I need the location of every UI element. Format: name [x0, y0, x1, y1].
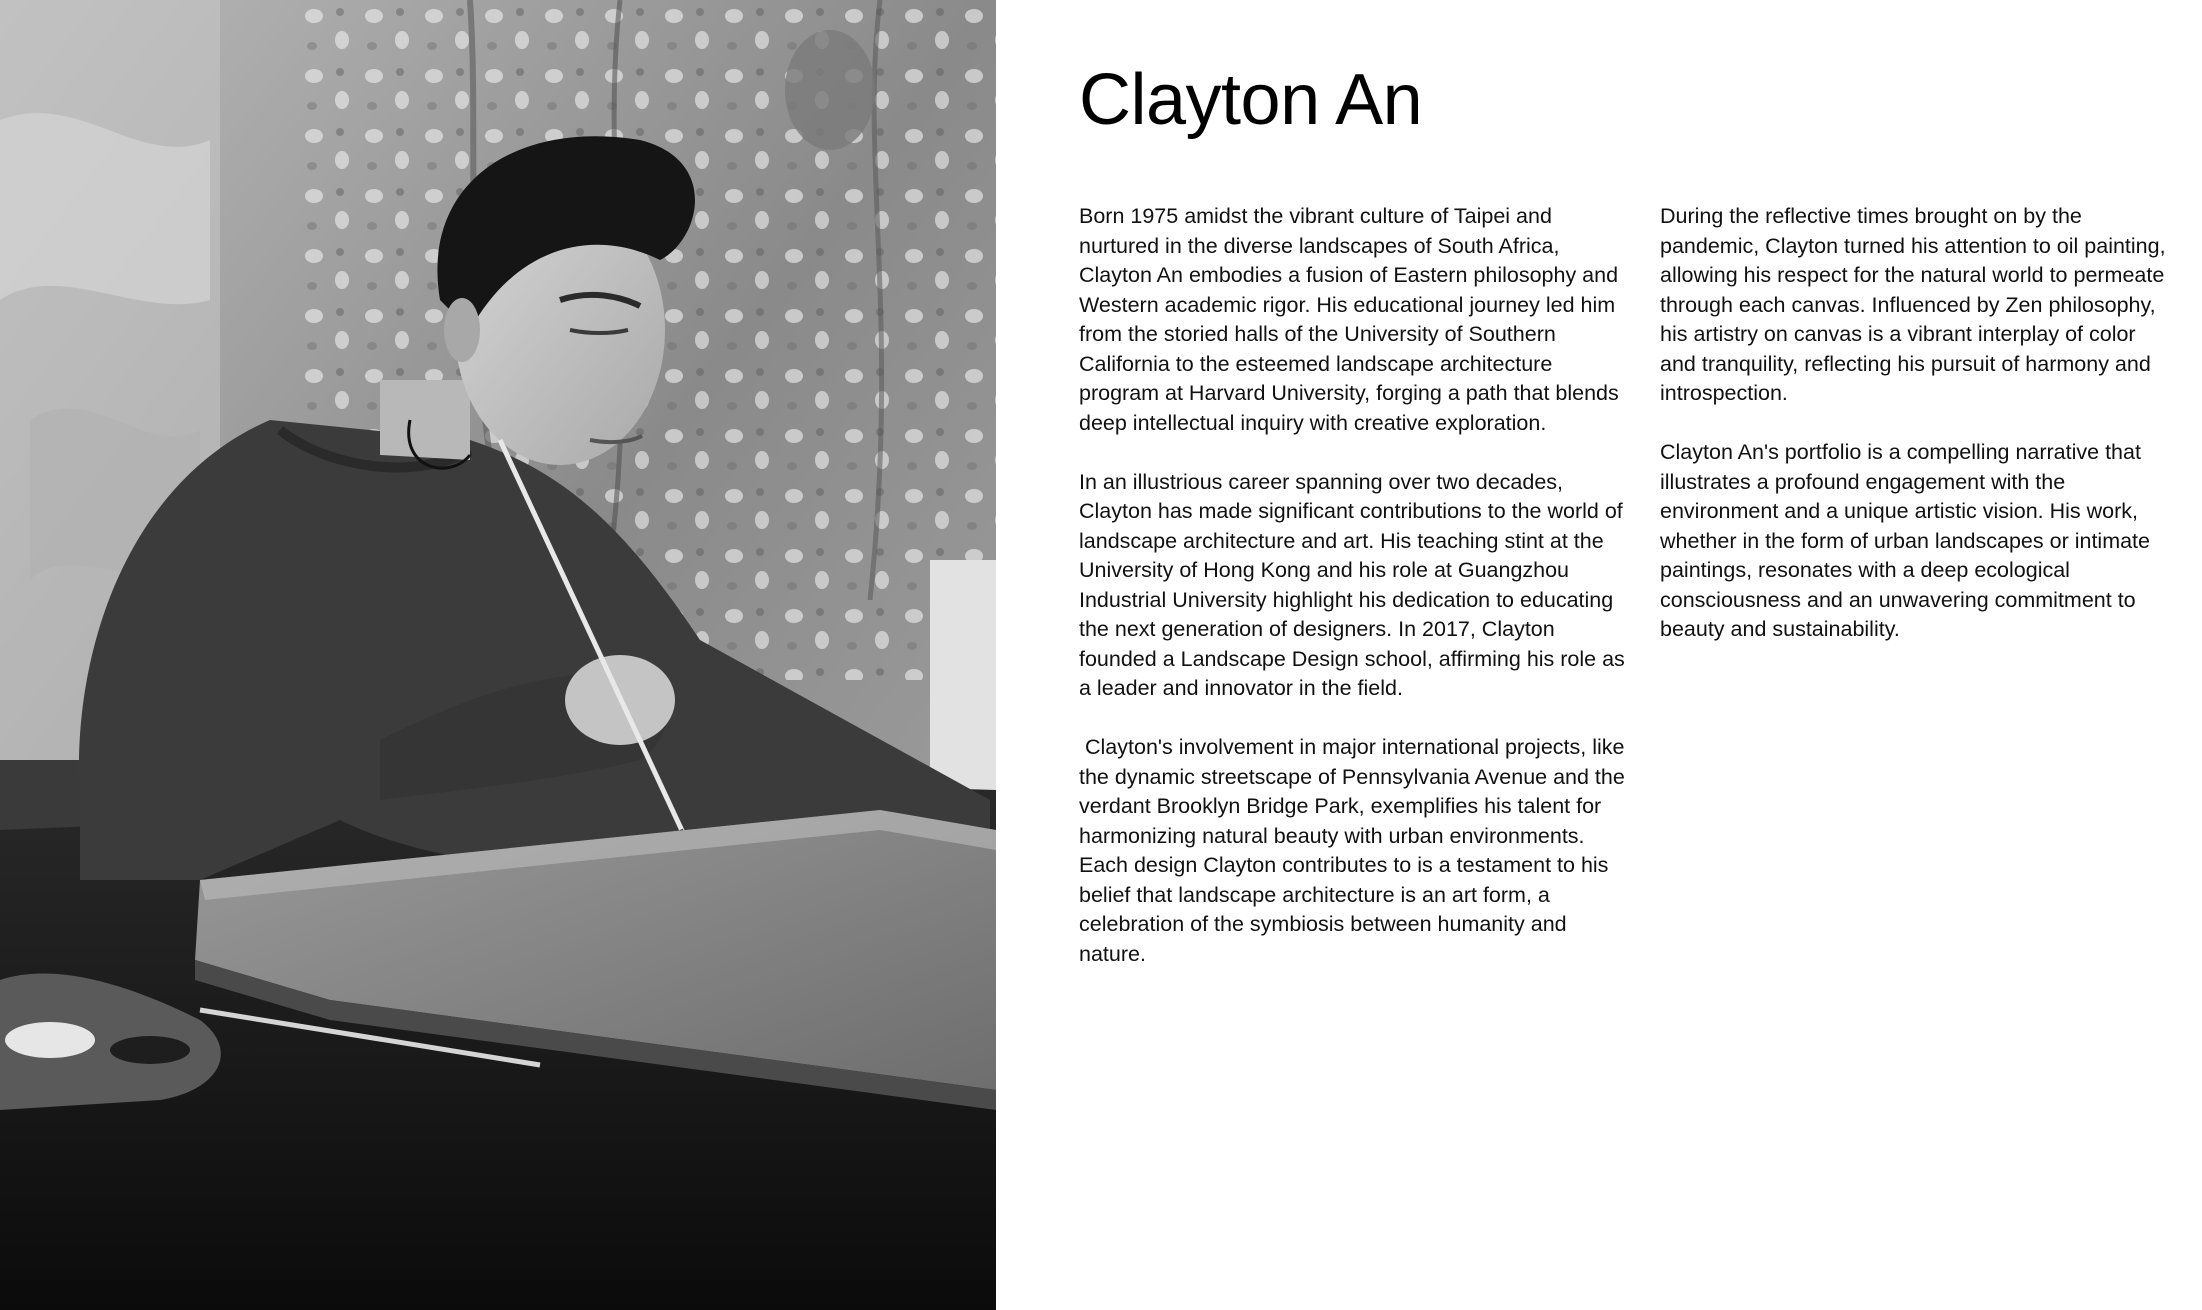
artist-name: Clayton An: [1079, 60, 1423, 140]
bio-paragraph: During the reflective times brought on by the pandemic, Clayton turned his attention to oil painting, allowing his respect for the natural world to permeate through each canvas. Influenced by Zen philosophy, his artistry on canvas is a vibrant interplay of color and tranquility, reflecting his pursuit of harmony and introspection.: [1660, 204, 2166, 405]
bio-left-column: [1079, 202, 1631, 999]
bio-paragraph: In an illustrious career spanning over two decades, Clayton has made significant contributions to the world of landscape architecture and art. His teaching stint at the University of Hong Kong and his role at Guangzhou Industrial University highlight his dedication to educating the next generation of designers. In 2017, Clayton founded a Landscape Design school, affirming his role as a leader and innovator in the field.: [1079, 469, 1625, 700]
bio-paragraph: Clayton An's portfolio is a compelling narrative that illustrates a profound engagement with the environment and a unique artistic vision. His work, whether in the form of urban landscapes or intimate paintings, resonates with a deep ecological consciousness and an unwavering commitment to beauty and sustainability.: [1660, 440, 2150, 641]
artist-photo: [0, 0, 996, 1310]
bio-right-column: [1660, 202, 2175, 674]
artist-photo-illustration: [0, 0, 996, 1310]
bio-paragraph: Clayton's involvement in major international projects, like the dynamic streetscape of Pennsylvania Avenue and the verdant Brooklyn Bridge Park, exemplifies his talent for harmonizing natural beauty with urban environments. Each design Clayton contributes to is a testament to his belief that landscape architecture is an art form, a celebration of the symbiosis between humanity and nature.: [1079, 735, 1625, 966]
bio-paragraph: Born 1975 amidst the vibrant culture of Taipei and nurtured in the diverse landscapes of South Africa, Clayton An embodies a fusion of Eastern philosophy and Western academic rigor. His educational journey led him from the storied halls of the University of Southern California to the esteemed landscape architecture program at Harvard University, forging a path that blends deep intellectual inquiry with creative exploration.: [1079, 204, 1619, 435]
bio-section: [996, 0, 2202, 1310]
